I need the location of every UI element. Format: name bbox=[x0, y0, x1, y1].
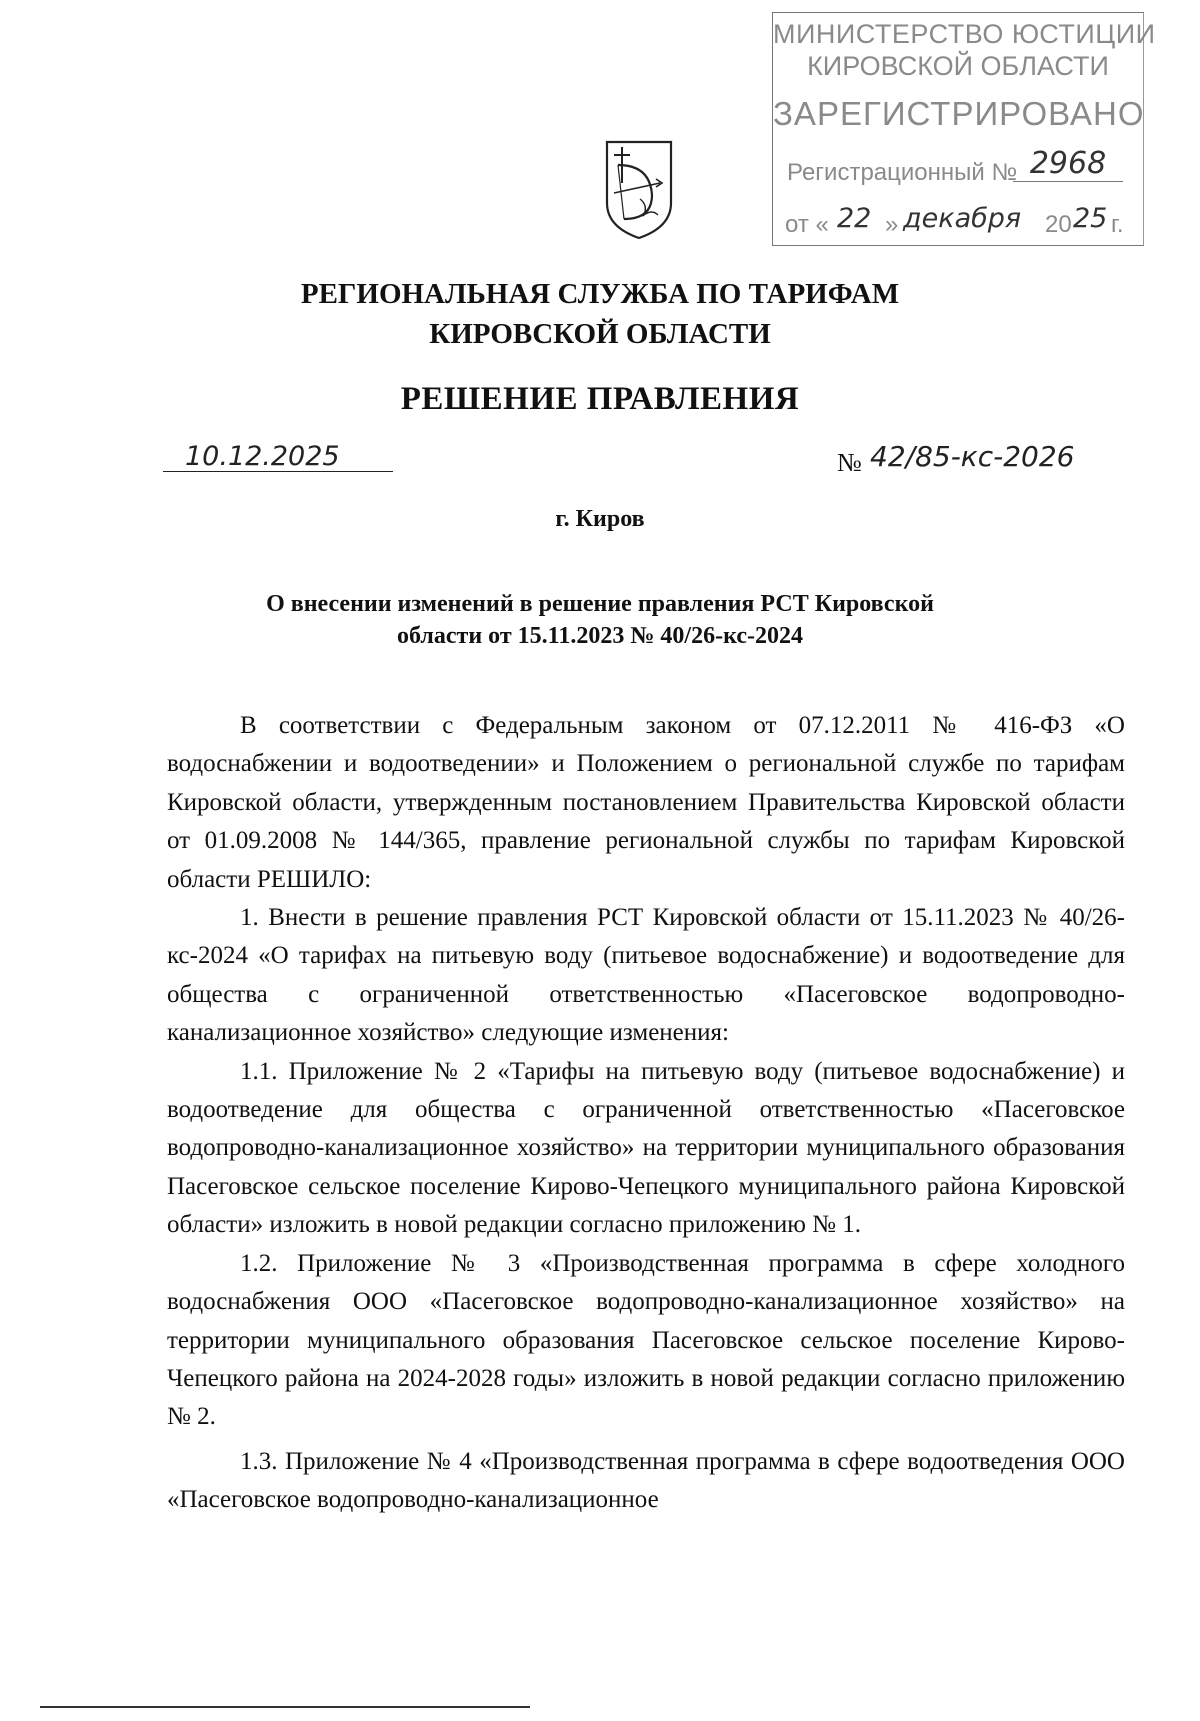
organization-name-line2: КИРОВСКОЙ ОБЛАСТИ bbox=[429, 318, 771, 350]
paragraph-item-1-2: 1.2. Приложение № 3 «Производственная программа в сфере холодного водоснабжения ООО «Пасеговское водопроводно-канализационное хозяйство» на территории муниципального образования Пасеговское сельское поселение Кирово-Чепецкого района на 2024-2028 годы» изложить в новой редакции согласно приложению № 2. bbox=[167, 1249, 1125, 1431]
organization-name-line1: РЕГИОНАЛЬНАЯ СЛУЖБА ПО ТАРИФАМ bbox=[300, 278, 900, 310]
stamp-status: ЗАРЕГИСТРИРОВАНО bbox=[773, 95, 1145, 132]
document-type: РЕШЕНИЕ ПРАВЛЕНИЯ bbox=[400, 381, 800, 417]
stamp-date-row bbox=[785, 203, 1135, 243]
stamp-date-suffix: г. bbox=[1111, 211, 1124, 238]
document-subject bbox=[0, 588, 1200, 652]
stamp-date-day: 22 bbox=[837, 203, 872, 234]
city: г. Киров bbox=[555, 506, 645, 532]
paragraph-preamble: В соответствии с Федеральным законом от 07.12.2011 № 416-ФЗ «О водоснабжении и водоотведении» и Положением о региональной службе по тарифам Кировской области, утвержденным постановлением Правительства Кировской области от 01.09.2008 № 144/365, правление региональной службы по тарифам Кировской области РЕШИЛО: bbox=[167, 712, 1125, 893]
paragraph-item-1: 1. Внести в решение правления РСТ Кировской области от 15.11.2023 № 40/26-кс-2024 «О тарифах на питьевую воду (питьевое водоснабжение) и водоотведение для общества с ограниченной ответственностью «Пасеговское водопроводно-канализационное хозяйство» следующие изменения: bbox=[167, 904, 1125, 1047]
stamp-ministry: МИНИСТЕРСТВО ЮСТИЦИИ bbox=[773, 19, 1156, 49]
document-subject-line2: области от 15.11.2023 № 40/26-кс-2024 bbox=[397, 623, 803, 649]
document-number-label: № bbox=[837, 448, 862, 477]
stamp-reg-label: Регистрационный № bbox=[787, 159, 1018, 186]
registration-stamp bbox=[772, 12, 1156, 246]
stamp-date-sep: » bbox=[885, 211, 899, 238]
stamp-date-month: декабря bbox=[903, 203, 1022, 234]
coat-of-arms-icon bbox=[604, 139, 674, 241]
stamp-region: КИРОВСКОЙ ОБЛАСТИ bbox=[807, 51, 1109, 81]
document-subject-line1: О внесении изменений в решение правления РСТ Кировской bbox=[266, 591, 934, 617]
organization-name bbox=[0, 274, 1200, 354]
stamp-reg-number: 2968 bbox=[1013, 147, 1123, 182]
document-date: 10.12.2025 bbox=[163, 442, 393, 472]
paragraph-item-1-1: 1.1. Приложение № 2 «Тарифы на питьевую воду (питьевое водоснабжение) и водоотведение для общества с ограниченной ответственностью «Пасеговское водопроводно-канализационное хозяйство» на территории муниципального образования Пасеговское сельское поселение Кирово-Чепецкого муниципального района Кировской области» изложить в новой редакции согласно приложению № 1. bbox=[167, 1057, 1125, 1239]
footer-divider bbox=[40, 1706, 530, 1708]
document-body bbox=[167, 707, 1125, 1520]
stamp-date-year-prefix: 20 bbox=[1045, 211, 1072, 238]
stamp-date-prefix: от « bbox=[785, 211, 829, 238]
paragraph-item-1-3: 1.3. Приложение № 4 «Производственная программа в сфере водоотведения ООО «Пасеговское водопроводно-канализационное bbox=[167, 1447, 1125, 1514]
stamp-date-year-suffix: 25 bbox=[1073, 203, 1108, 234]
document-number: 42/85-кс-2026 bbox=[870, 440, 1075, 473]
